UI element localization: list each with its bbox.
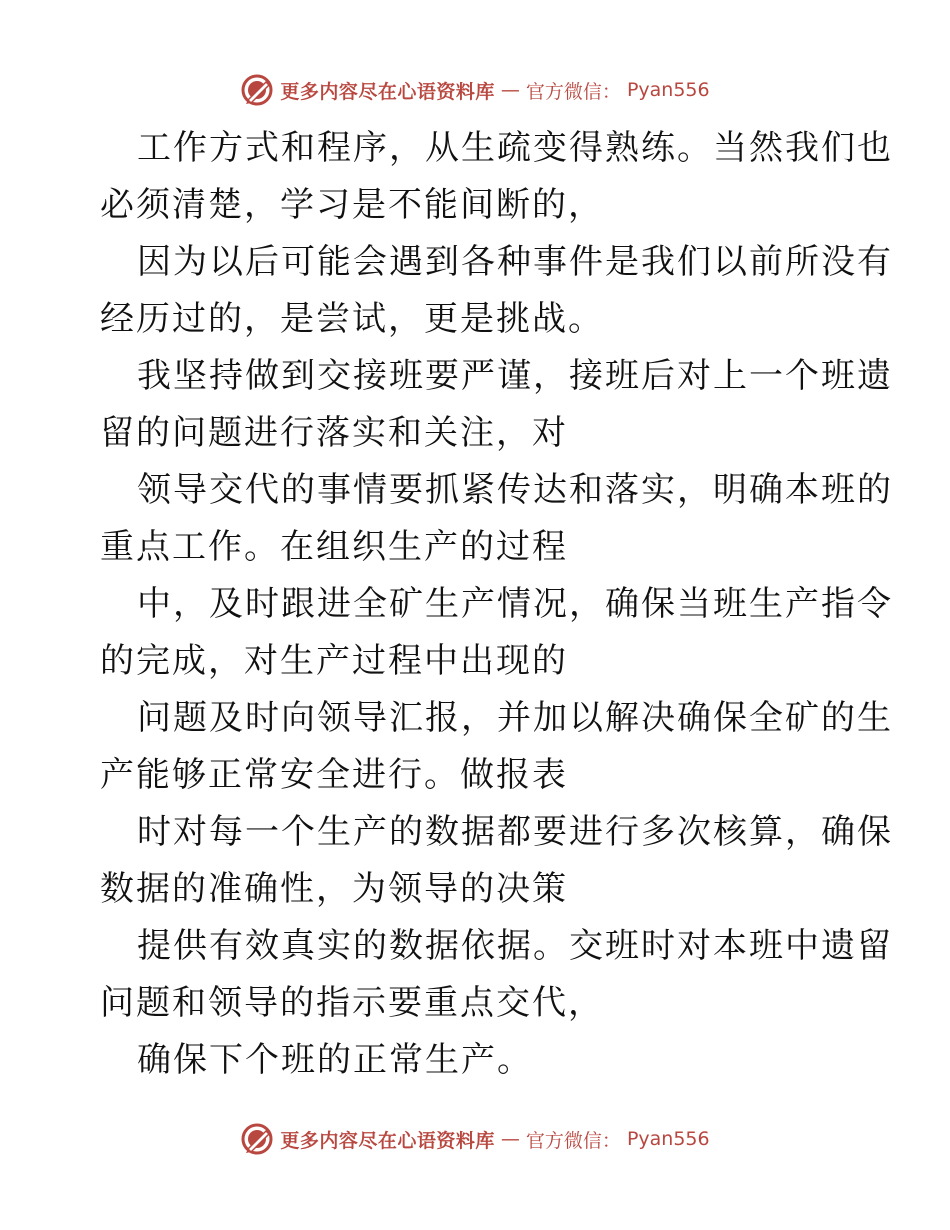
text-line: 的完成，对生产过程中出现的 xyxy=(100,641,568,681)
text-line: 我坚持做到交接班要严谨，接班后对上一个班遗 xyxy=(137,356,893,396)
footer-banner xyxy=(0,1119,950,1159)
text-line: 提供有效真实的数据依据。交班时对本班中遗留 xyxy=(137,926,893,966)
banner-text: 更多内容尽在心语资料库 xyxy=(280,1129,495,1152)
text-line: 领导交代的事情要抓紧传达和落实，明确本班的 xyxy=(137,470,893,510)
text-line: 因为以后可能会遇到各种事件是我们以前所没有 xyxy=(137,242,893,282)
banner-wechat-label: 官方微信： xyxy=(525,1129,621,1152)
text-line: 留的问题进行落实和关注，对 xyxy=(100,413,568,453)
text-line: 产能够正常安全进行。做报表 xyxy=(100,755,568,795)
text-line: 中，及时跟进全矿生产情况，确保当班生产指令 xyxy=(137,584,893,624)
pen-logo-icon xyxy=(240,1122,274,1156)
text-line: 工作方式和程序，从生疏变得熟练。当然我们也 xyxy=(137,128,893,168)
text-line: 重点工作。在组织生产的过程 xyxy=(100,527,568,567)
text-line: 必须清楚，学习是不能间断的， xyxy=(100,185,604,225)
text-line: 数据的准确性，为领导的决策 xyxy=(100,869,568,909)
banner-wechat-id: Pyan556 xyxy=(626,1128,710,1150)
banner-text: 更多内容尽在心语资料库 xyxy=(280,80,495,103)
header-banner xyxy=(0,70,950,110)
banner-wechat-label: 官方微信： xyxy=(525,80,621,103)
text-line: 时对每一个生产的数据都要进行多次核算，确保 xyxy=(137,812,893,852)
banner-separator: — xyxy=(500,1128,520,1150)
document-body xyxy=(100,120,893,1089)
text-line: 问题及时向领导汇报，并加以解决确保全矿的生 xyxy=(137,698,893,738)
banner-wechat-id: Pyan556 xyxy=(626,79,710,101)
pen-logo-icon xyxy=(240,73,274,107)
text-line: 经历过的，是尝试，更是挑战。 xyxy=(100,299,604,339)
text-line: 确保下个班的正常生产。 xyxy=(137,1040,533,1080)
banner-separator: — xyxy=(500,79,520,101)
text-line: 问题和领导的指示要重点交代， xyxy=(100,983,604,1023)
